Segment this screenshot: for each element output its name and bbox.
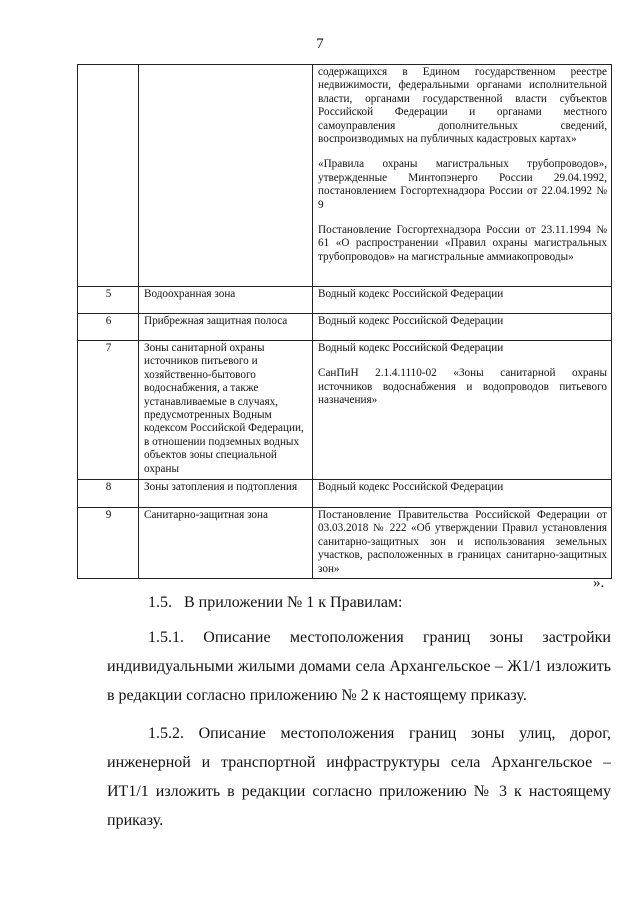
table-row <box>78 287 612 314</box>
legal-basis-cell <box>313 341 612 480</box>
item-1-5-1-paragraph: 1.5.1. Описание местоположения границ зоны застройки индивидуальными жилыми домами села Архангельское – Ж1/1 изложить в редакции согласно приложению № 2 к настоящему приказу. <box>107 629 611 704</box>
zone-name-cell: Санитарно-защитная зона <box>139 508 313 579</box>
regulations-table <box>77 64 612 579</box>
legal-basis-cell <box>313 314 612 341</box>
item-1-5 <box>148 594 414 612</box>
item-1-5-2-paragraph: 1.5.2. Описание местоположения границ зоны улиц, дорог, инженерной и транспортной инфраструктуры села Архангельское – ИТ1/1 изложить в редакции согласно приложению № 3 к настоящему приказу. <box>107 725 611 829</box>
row-number-cell <box>78 65 139 287</box>
table-row <box>78 65 612 287</box>
zone-name-cell: Зоны санитарной охраны источников питьевого и хозяйственно-бытового водоснабжения, а также устанавливаемые в случаях, предусмотренных Водным кодексом Российской Федерации, в отношении подземных водных объектов зоны специальной охраны <box>139 341 313 480</box>
item-1-5-text: В приложении № 1 к Правилам: <box>184 594 403 611</box>
row-number-cell: 7 <box>78 341 139 480</box>
legal-basis-paragraph: Водный кодекс Российской Федерации <box>318 288 504 300</box>
row-number-cell: 8 <box>78 480 139 508</box>
zone-name-cell: Зоны затопления и подтопления <box>139 480 313 508</box>
legal-basis-paragraph: содержащихся в Едином государственном реестре недвижимости, федеральными органами исполнительной власти, органами государственной власти субъектов Российской Федерации и органами местного самоуправления дополнительных сведений, воспроизводимых на публичных кадастровых картах» <box>318 66 607 146</box>
legal-basis-paragraph: Водный кодекс Российской Федерации <box>318 481 504 493</box>
table-row <box>78 480 612 508</box>
legal-basis-cell <box>313 480 612 508</box>
legal-basis-cell <box>313 65 612 287</box>
legal-basis-cell <box>313 508 612 579</box>
closing-quote: ». <box>593 575 605 591</box>
legal-basis-cell <box>313 287 612 314</box>
item-1-5-number: 1.5. <box>148 594 172 611</box>
legal-basis-paragraph: Постановление Правительства Российской Федерации от 03.03.2018 № 222 «Об утверждении Правил установления санитарно-защитных зон и использования земельных участков, расположенных в границах санитарно-защитных зон» <box>318 509 607 575</box>
table-row <box>78 341 612 480</box>
zone-name-cell <box>139 65 313 287</box>
table-row <box>78 508 612 579</box>
page-number: 7 <box>316 36 324 52</box>
legal-basis-paragraph: Постановление Госгортехнадзора России от 23.11.1994 № 61 «О распространении «Правил охраны магистральных трубопроводов» на магистральные аммиакопроводы» <box>318 224 607 263</box>
legal-basis-paragraph: «Правила охраны магистральных трубопроводов», утвержденные Минтопэнерго России 29.04.1992, постановлением Госгортехнадзора России от 22.04.1992 № 9 <box>318 158 607 211</box>
row-number-cell: 6 <box>78 314 139 341</box>
legal-basis-paragraph: Водный кодекс Российской Федерации <box>318 315 504 327</box>
row-number-cell: 9 <box>78 508 139 579</box>
legal-basis-paragraph: СанПиН 2.1.4.1110-02 «Зоны санитарной охраны источников водоснабжения и водопроводов питьевого назначения» <box>318 367 607 407</box>
zone-name-cell: Водоохранная зона <box>139 287 313 314</box>
zone-name-cell: Прибрежная защитная полоса <box>139 314 313 341</box>
legal-basis-paragraph: Водный кодекс Российской Федерации <box>318 342 504 354</box>
row-number-cell: 5 <box>78 287 139 314</box>
table-row <box>78 314 612 341</box>
